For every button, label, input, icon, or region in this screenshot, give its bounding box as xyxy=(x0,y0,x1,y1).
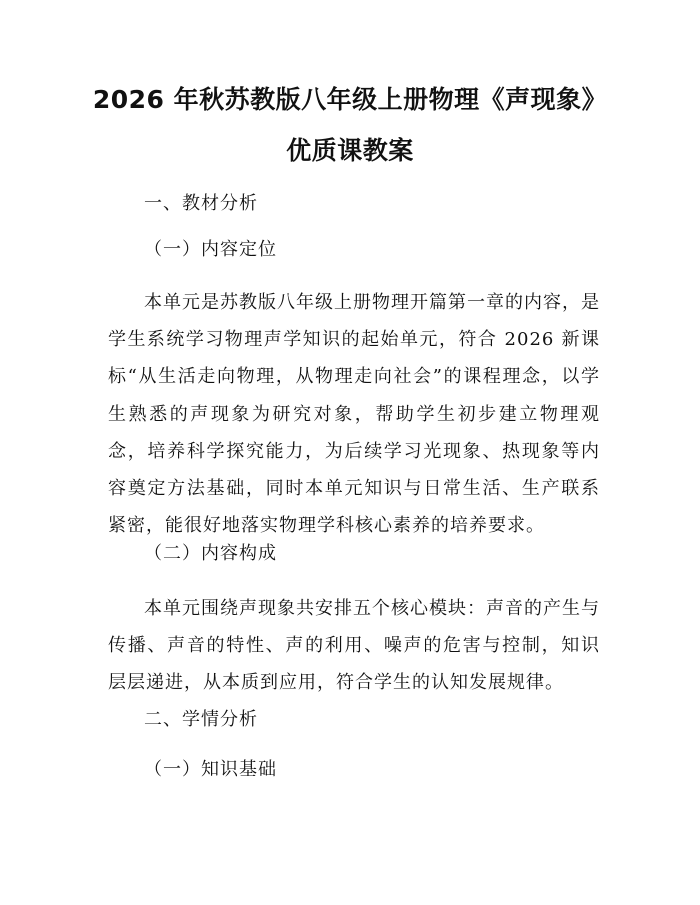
section-heading-textbook-analysis: 一、教材分析 xyxy=(144,193,258,214)
subsection-heading-knowledge-base: （一）知识基础 xyxy=(144,759,277,780)
paragraph-content-composition: 本单元围绕声现象共安排五个核心模块：声音的产生与传播、声音的特性、声的利用、噪声的危害与控制，知识层层递进，从本质到应用，符合学生的认知发展规律。 xyxy=(108,598,600,694)
subsection-heading-content-composition: （二）内容构成 xyxy=(144,543,277,564)
document-title-line2: 优质课教案 xyxy=(286,136,414,165)
paragraph-content-positioning: 本单元是苏教版八年级上册物理开篇第一章的内容，是学生系统学习物理声学知识的起始单元，符合 2026 新课标“从生活走向物理，从物理走向社会”的课程理念，以学生熟悉的声现象为研究对象，帮助学生初步建立物理观念，培养科学探究能力，为后续学习光现象、热现象等内容奠定方法基础，同时本单元知识与日常生活、生产联系紧密，能很好地落实物理学科核心素养的培养要求。 xyxy=(108,292,600,537)
subsection-heading-content-positioning: （一）内容定位 xyxy=(144,239,277,260)
document-title-line1: 2026 年秋苏教版八年级上册物理《声现象》 xyxy=(92,85,608,114)
section-heading-student-analysis: 二、学情分析 xyxy=(144,709,258,730)
